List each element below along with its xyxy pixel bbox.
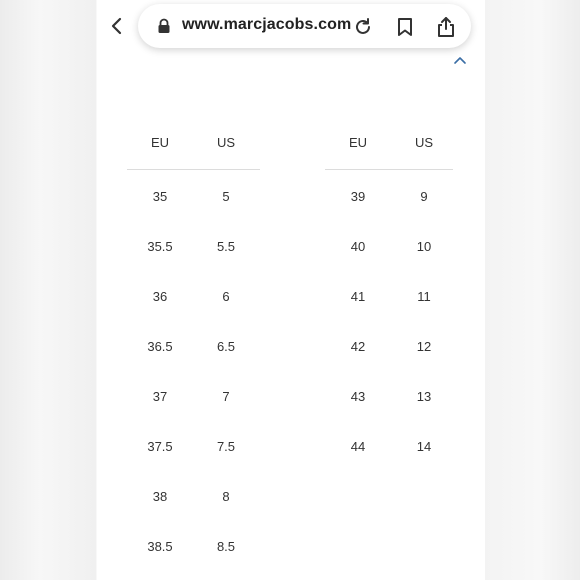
us-size-cell: 5 [222, 189, 230, 204]
us-size-cell: 5.5 [216, 239, 236, 254]
column-header-us: US [414, 135, 434, 150]
eu-size-cell: 43 [350, 389, 366, 404]
table-row [127, 470, 260, 520]
bookmark-button[interactable] [394, 16, 416, 38]
eu-size-cell: 35.5 [147, 239, 173, 254]
share-button[interactable] [435, 16, 457, 38]
us-size-cell: 7.5 [216, 439, 236, 454]
table-row [127, 220, 260, 270]
table-row [127, 370, 260, 420]
reload-button[interactable] [352, 16, 374, 38]
table-row [325, 320, 453, 370]
reload-icon [353, 17, 373, 37]
url-text[interactable]: www.marcjacobs.com [182, 16, 352, 33]
table-row [127, 420, 260, 470]
us-size-cell: 12 [416, 339, 432, 354]
table-row [325, 370, 453, 420]
eu-size-cell: 36 [152, 289, 168, 304]
bookmark-icon [396, 17, 414, 37]
table-row [127, 170, 260, 220]
us-size-cell: 7 [222, 389, 230, 404]
eu-size-cell: 37 [152, 389, 168, 404]
table-row [325, 270, 453, 320]
eu-size-cell: 38.5 [147, 539, 173, 554]
column-header-us: US [216, 135, 236, 150]
us-size-cell: 6 [222, 289, 230, 304]
table-row [127, 320, 260, 370]
lock-icon [157, 18, 171, 34]
us-size-cell: 14 [416, 439, 432, 454]
eu-size-cell: 42 [350, 339, 366, 354]
table-row [127, 270, 260, 320]
back-button[interactable] [104, 12, 128, 40]
size-table-right [325, 130, 453, 470]
eu-size-cell: 36.5 [147, 339, 173, 354]
chevron-up-icon[interactable] [452, 54, 468, 66]
share-icon [436, 16, 456, 38]
eu-size-cell: 39 [350, 189, 366, 204]
url-bar[interactable] [138, 4, 471, 48]
eu-size-cell: 41 [350, 289, 366, 304]
us-size-cell: 9 [420, 189, 428, 204]
table-header-row [127, 130, 260, 170]
table-row [127, 520, 260, 570]
us-size-cell: 10 [416, 239, 432, 254]
chevron-left-icon [110, 17, 122, 35]
us-size-cell: 6.5 [216, 339, 236, 354]
eu-size-cell: 40 [350, 239, 366, 254]
us-size-cell: 11 [417, 289, 431, 304]
eu-size-cell: 35 [152, 189, 168, 204]
table-row [325, 420, 453, 470]
eu-size-cell: 44 [350, 439, 366, 454]
table-header-row [325, 130, 453, 170]
column-header-eu: EU [348, 135, 368, 150]
table-row [325, 220, 453, 270]
us-size-cell: 8 [222, 489, 230, 504]
eu-size-cell: 38 [152, 489, 168, 504]
column-header-eu: EU [150, 135, 170, 150]
us-size-cell: 8.5 [216, 539, 236, 554]
eu-size-cell: 37.5 [147, 439, 173, 454]
table-row [325, 170, 453, 220]
size-table-left [127, 130, 260, 570]
us-size-cell: 13 [416, 389, 432, 404]
